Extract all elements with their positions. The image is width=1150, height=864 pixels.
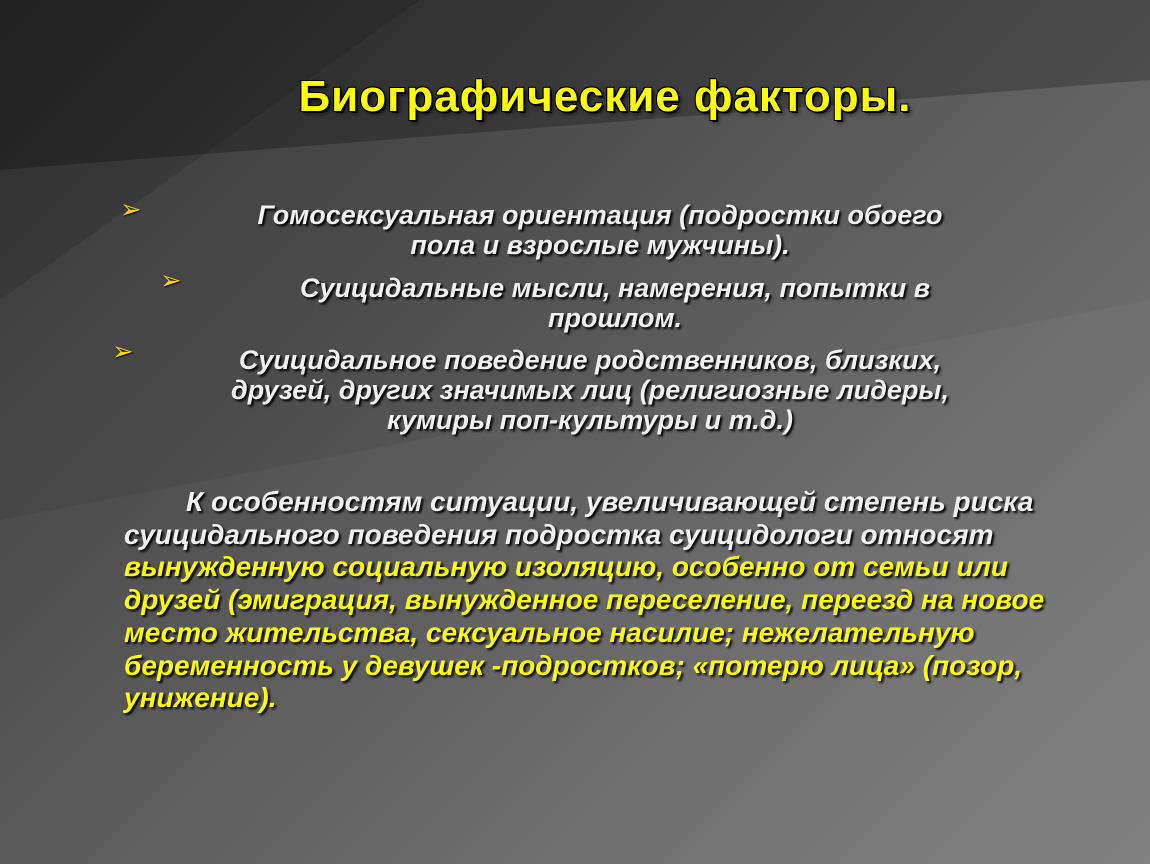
bullet-line: Суицидальное поведение родственников, близких, (238, 345, 942, 375)
bullet-item (130, 345, 1050, 435)
bullet-line: прошлом. (548, 303, 682, 333)
slide-title: Биографические факторы. (298, 72, 912, 121)
paragraph-text: К особенностям ситуации, увеличивающей степень риска суицидального поведения подростка суицидологи относят (124, 486, 1034, 550)
bullet-item (180, 273, 1050, 333)
bullet-line: Гомосексуальная ориентация (подростки обоего (257, 200, 943, 230)
paragraph-highlight: вынужденную социальную изоляцию, особенно от семьи или друзей (эмиграция, вынужденное переселение, переезд на новое место жительства, сексуальное насилие; нежелательную беременность у девушек -подростков; «потерю лица» (позор, унижение). (124, 551, 1045, 714)
arrow-bullet-icon: ➢ (120, 194, 142, 224)
bullet-line: кумиры поп-культуры и т.д.) (387, 405, 793, 435)
bullet-line: пола и взрослые мужчины). (410, 230, 790, 260)
arrow-bullet-icon: ➢ (160, 265, 182, 295)
situation-paragraph (124, 486, 1084, 715)
bullet-item (170, 200, 1030, 260)
bullet-line: друзей, других значимых лиц (религиозные лидеры, (231, 375, 949, 405)
arrow-bullet-icon: ➢ (112, 336, 134, 366)
bullet-line: Суицидальные мысли, намерения, попытки в (299, 273, 931, 303)
